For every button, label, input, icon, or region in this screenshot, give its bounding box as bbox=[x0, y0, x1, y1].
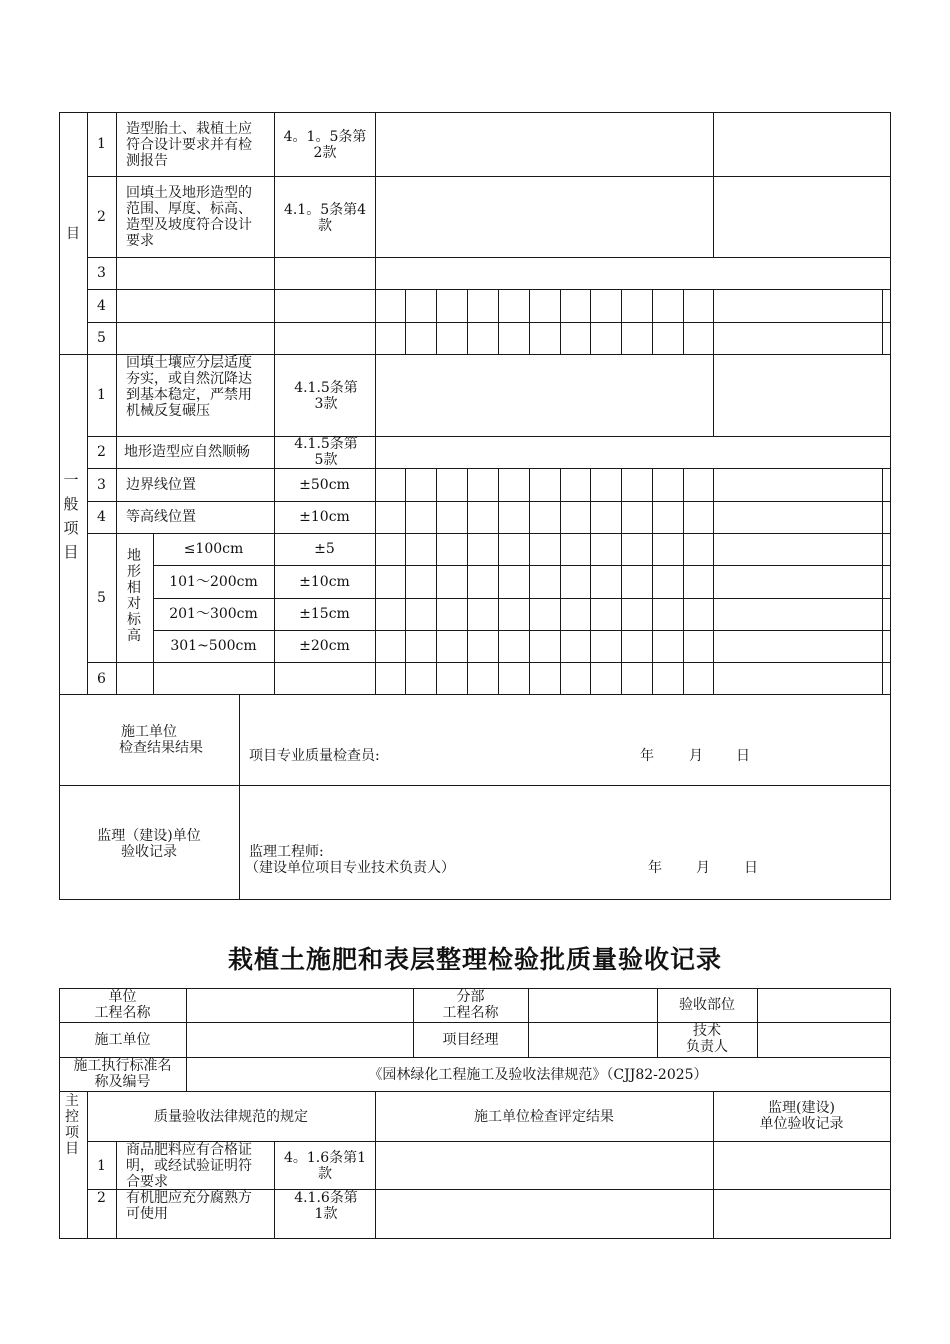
lower-row-2-clause: 4.1.6条第1款 bbox=[294, 1190, 358, 1222]
supervision-header-2: 单位验收记录 bbox=[759, 1116, 844, 1132]
quality-inspector-label: 项目专业质量检查员: bbox=[249, 748, 380, 764]
lower-row-2-desc: 有机肥应充分腐熟方可使用 bbox=[126, 1190, 252, 1222]
construction-day: 日 bbox=[736, 748, 750, 764]
sub-row-4-range: 301~500cm bbox=[170, 638, 257, 654]
general-row-1-no: 1 bbox=[97, 387, 106, 403]
main-row-1-desc: 造型胎土、栽植土应符合设计要求并有检测报告 bbox=[126, 121, 252, 169]
construction-result-label-2: 检查结果结果 bbox=[119, 740, 203, 756]
general-row-5-group-label: 地形相对标高 bbox=[127, 548, 141, 644]
general-row-3-no: 3 bbox=[97, 477, 106, 493]
main-control-label: 主控项目 bbox=[65, 1093, 79, 1157]
unit-project-label-1: 单位 bbox=[108, 989, 137, 1005]
project-manager-label: 项目经理 bbox=[442, 1032, 499, 1048]
contractor-label: 施工单位 bbox=[94, 1032, 151, 1048]
accept-part-label: 验收部位 bbox=[679, 997, 735, 1013]
sub-row-1-range: ≤100cm bbox=[183, 541, 244, 557]
main-row-2-clause: 4.1。5条第4款 bbox=[283, 202, 367, 234]
lower-row-1-clause: 4。1.6条第1款 bbox=[283, 1150, 367, 1182]
sub-row-3-tolerance: ±15cm bbox=[299, 606, 350, 622]
main-row-1-no: 1 bbox=[97, 136, 106, 152]
standard-value: 《园林绿化工程施工及验收法律规范》（CJJ82-2025） bbox=[368, 1067, 708, 1083]
supervision-record-label-1: 监理（建设)单位 bbox=[97, 828, 201, 844]
sub-row-3-range: 201～300cm bbox=[169, 606, 258, 622]
sub-row-4-tolerance: ±20cm bbox=[299, 638, 350, 654]
sub-project-label-2: 工程名称 bbox=[442, 1005, 499, 1021]
owner-technical-rep-label: （建设单位项目专业技术负责人） bbox=[245, 860, 455, 876]
supervising-engineer-label: 监理工程师: bbox=[249, 844, 324, 860]
sub-row-1-tolerance: ±5 bbox=[314, 541, 335, 557]
construction-result-label-1: 施工单位 bbox=[121, 724, 177, 740]
general-row-1-desc: 回填土壤应分层适度夯实，或自然沉降达到基本稳定，严禁用机械反复碾压 bbox=[126, 355, 252, 419]
tech-lead-label-2: 负责人 bbox=[686, 1039, 728, 1055]
spec-header: 质量验收法律规范的规定 bbox=[154, 1109, 308, 1125]
general-row-2-desc: 地形造型应自然顺畅 bbox=[124, 444, 250, 460]
supervision-year: 年 bbox=[648, 860, 662, 876]
main-row-3-no: 3 bbox=[97, 265, 106, 281]
general-items-section-label: 一般项目 bbox=[63, 471, 79, 561]
general-row-4-no: 4 bbox=[97, 509, 106, 525]
lower-row-1-no: 1 bbox=[97, 1158, 106, 1174]
main-row-1-clause: 4。1。5条第2款 bbox=[283, 129, 367, 161]
sub-project-label-1: 分部 bbox=[456, 989, 485, 1005]
main-row-5-no: 5 bbox=[97, 330, 106, 346]
unit-project-label-2: 工程名称 bbox=[94, 1005, 151, 1021]
general-row-4-tolerance: ±10cm bbox=[299, 509, 350, 525]
main-row-4-no: 4 bbox=[97, 298, 106, 314]
general-row-2-clause: 4.1.5条第5款 bbox=[294, 436, 358, 468]
supervision-day: 日 bbox=[744, 860, 758, 876]
general-row-5-no: 5 bbox=[97, 590, 106, 606]
supervision-record-label-2: 验收记录 bbox=[121, 844, 177, 860]
main-items-section-label: 目 bbox=[66, 226, 80, 242]
supervision-month: 月 bbox=[696, 860, 710, 876]
general-row-6-no: 6 bbox=[97, 671, 106, 687]
construction-year: 年 bbox=[640, 748, 654, 764]
construction-month: 月 bbox=[689, 748, 703, 764]
general-row-2-no: 2 bbox=[97, 444, 106, 460]
result-header: 施工单位检查评定结果 bbox=[474, 1109, 614, 1125]
record-title: 栽植土施肥和表层整理检验批质量验收记录 bbox=[227, 945, 722, 974]
standard-label-2: 称及编号 bbox=[94, 1074, 151, 1090]
lower-row-1-desc: 商品肥料应有合格证明，或经试验证明符合要求 bbox=[126, 1142, 252, 1190]
sub-row-2-tolerance: ±10cm bbox=[299, 574, 350, 590]
general-row-3-tolerance: ±50cm bbox=[299, 477, 350, 493]
supervision-header-1: 监理(建设) bbox=[768, 1100, 835, 1116]
general-row-3-desc: 边界线位置 bbox=[126, 477, 196, 493]
general-row-4-desc: 等高线位置 bbox=[126, 509, 196, 525]
main-row-2-no: 2 bbox=[97, 209, 106, 225]
main-row-2-desc: 回填土及地形造型的范围、厚度、标高、造型及坡度符合设计要求 bbox=[126, 185, 252, 249]
standard-label-1: 施工执行标准名 bbox=[73, 1058, 172, 1074]
lower-row-2-no: 2 bbox=[97, 1190, 106, 1206]
tech-lead-label-1: 技术 bbox=[693, 1023, 721, 1039]
general-row-1-clause: 4.1.5条第3款 bbox=[294, 380, 358, 412]
sub-row-2-range: 101～200cm bbox=[169, 574, 258, 590]
